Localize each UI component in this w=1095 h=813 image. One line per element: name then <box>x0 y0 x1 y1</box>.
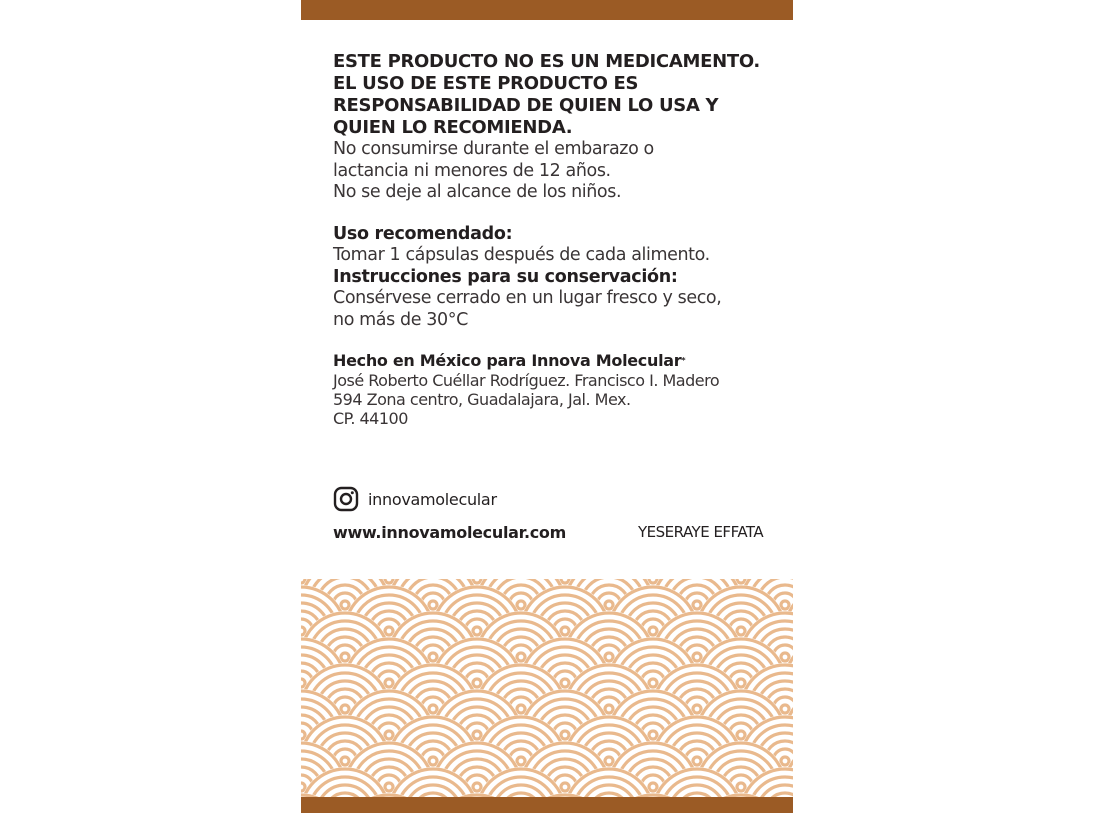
brand-mark: * <box>681 356 686 365</box>
wave-pattern <box>301 579 793 797</box>
storage-line: no más de 30°C <box>333 309 468 330</box>
address-line: CP. 44100 <box>333 409 408 428</box>
address-line: 594 Zona centro, Guadalajara, Jal. Mex. <box>333 390 631 409</box>
usage-block <box>333 224 773 332</box>
label-content <box>333 51 773 428</box>
usage-text: Tomar 1 cápsulas después de cada alimento. <box>333 245 710 265</box>
product-label <box>301 0 793 813</box>
usage-heading: Uso recomendado: <box>333 223 513 244</box>
address-line: José Roberto Cuéllar Rodríguez. Francisco I. Madero <box>333 371 720 390</box>
warning-line: QUIEN LO RECOMIENDA. <box>333 117 573 138</box>
made-in-line <box>333 351 773 371</box>
website-link[interactable]: www.innovamolecular.com <box>333 523 566 542</box>
manufacturer-block <box>333 351 773 428</box>
bottom-color-band <box>301 797 793 813</box>
maker-name: YESERAYE EFFATA <box>638 523 764 541</box>
storage-line: Consérvese cerrado en un lugar fresco y seco, <box>333 288 722 308</box>
warning-line: ESTE PRODUCTO NO ES UN MEDICAMENTO. <box>333 51 760 72</box>
caution-line: lactancia ni menores de 12 años. <box>333 160 611 181</box>
wave-pattern-graphic <box>301 579 793 797</box>
warning-line: RESPONSABILIDAD DE QUIEN LO USA Y <box>333 95 719 116</box>
caution-line: No se deje al alcance de los niños. <box>333 182 622 202</box>
instagram-row[interactable] <box>333 485 497 513</box>
instagram-handle[interactable]: innovamolecular <box>368 489 497 509</box>
warning-block <box>333 51 773 204</box>
made-in-prefix: Hecho en México para <box>333 351 532 370</box>
storage-heading: Instrucciones para su conservación: <box>333 266 678 287</box>
warning-line: EL USO DE ESTE PRODUCTO ES <box>333 73 639 94</box>
instagram-icon[interactable] <box>333 486 359 512</box>
brand-name: Innova Molecular <box>531 351 682 370</box>
top-color-band <box>301 0 793 20</box>
caution-line: No consumirse durante el embarazo o <box>333 139 654 159</box>
